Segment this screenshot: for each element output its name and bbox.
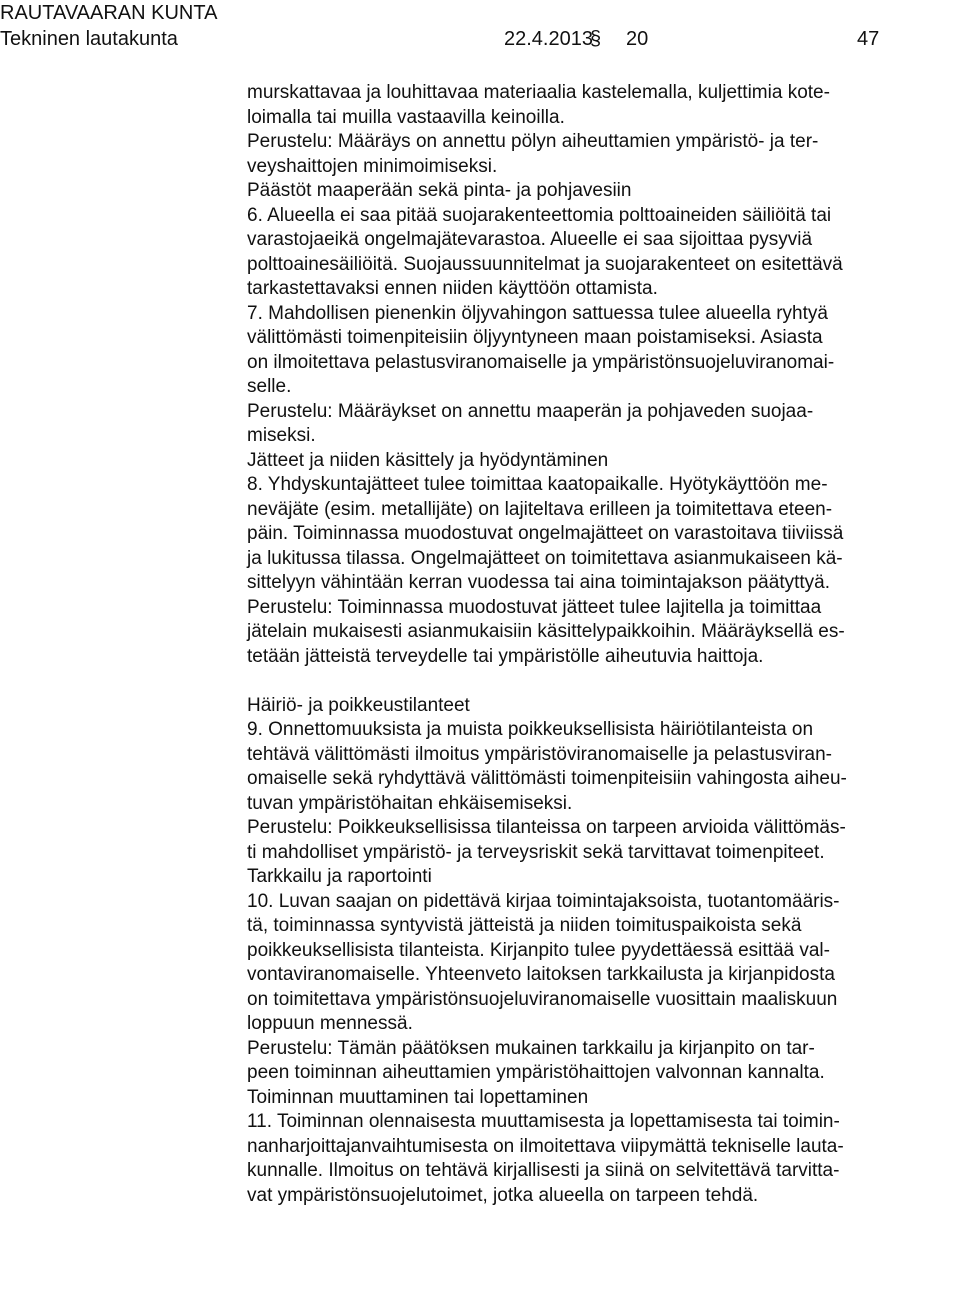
section-number: 20 xyxy=(626,28,649,50)
section-heading: Päästöt maaperään sekä pinta- ja pohjavesiin xyxy=(247,180,632,201)
document-body xyxy=(247,81,959,1208)
body-line: tarkastettavaksi ennen niiden käyttöön ottamista. xyxy=(247,278,658,299)
body-line: 11. Toiminnan olennaisesta muuttamisesta ja lopettamisesta tai toimin- xyxy=(247,1111,840,1132)
body-line: varastojaeikä ongelmajätevarastoa. Alueelle ei saa sijoittaa pysyviä xyxy=(247,229,813,250)
body-line: Perustelu: Toiminnassa muodostuvat jätteet tulee lajitella ja toimittaa xyxy=(247,596,822,618)
section-heading: Jätteet ja niiden käsittely ja hyödyntäminen xyxy=(247,449,609,471)
organization-name: RAUTAVAARAN KUNTA xyxy=(0,2,218,24)
body-line: tä, toiminnassa syntyvistä jätteistä ja niiden toimituspaikoista sekä xyxy=(247,915,802,936)
body-line: 10. Luvan saajan on pidettävä kirjaa toimintajaksoista, tuotantomääris- xyxy=(247,890,840,912)
section-heading: Häiriö- ja poikkeustilanteet xyxy=(247,694,470,716)
section-heading: Toiminnan muuttaminen tai lopettaminen xyxy=(247,1086,589,1108)
body-line: polttoainesäiliöitä. Suojaussuunnitelmat ja suojarakenteet on esitettävä xyxy=(247,253,843,275)
body-line: 9. Onnettomuuksista ja muista poikkeuksellisista häiriötilanteista on xyxy=(247,719,814,740)
body-line: tuvan ympäristöhaitan ehkäisemiseksi. xyxy=(247,792,573,814)
body-line: nanharjoittajanvaihtumisesta on ilmoitettava viipymättä tekniselle lauta- xyxy=(247,1135,844,1157)
page-number: 47 xyxy=(857,28,880,50)
meeting-date: 22.4.2013 xyxy=(504,28,593,50)
body-line: peen toiminnan aiheuttamien ympäristöhaittojen valvonnan kannalta. xyxy=(247,1062,825,1083)
body-line: 6. Alueella ei saa pitää suojarakenteettomia polttoaineiden säiliöitä tai xyxy=(247,204,832,226)
body-line: 7. Mahdollisen pienenkin öljyvahingon sattuessa tulee alueella ryhtyä xyxy=(247,302,828,324)
department-name: Tekninen lautakunta xyxy=(0,28,178,50)
body-line: Perustelu: Poikkeuksellisissa tilanteissa on tarpeen arvioida välittömäs- xyxy=(247,817,846,838)
body-line: Perustelu: Määräykset on annettu maaperän ja pohjaveden suojaa- xyxy=(247,400,814,422)
header-meta-row xyxy=(0,26,960,52)
blank-line xyxy=(247,669,959,694)
body-line: tetään jätteistä terveydelle tai ympäristölle aiheutuvia haittoja. xyxy=(247,645,764,667)
body-line: päin. Toiminnassa muodostuvat ongelmajätteet on varastoitava tiiviissä xyxy=(247,523,844,544)
body-line: on toimitettava ympäristönsuojeluviranomaiselle vuosittain maaliskuun xyxy=(247,988,838,1010)
body-line: ja lukitussa tilassa. Ongelmajätteet on toimitettava asianmukaiseen kä- xyxy=(247,547,843,569)
body-line: kunnalle. Ilmoitus on tehtävä kirjallisesti ja siinä on selvitettävä tarvitta- xyxy=(247,1160,840,1181)
body-line: Perustelu: Tämän päätöksen mukainen tarkkailu ja kirjanpito on tar- xyxy=(247,1037,815,1059)
body-line: poikkeuksellisista tilanteista. Kirjanpito tulee pyydettäessä esittää val- xyxy=(247,939,830,961)
body-line: Perustelu: Määräys on annettu pölyn aiheuttamien ympäristö- ja ter- xyxy=(247,131,819,152)
body-line: miseksi. xyxy=(247,425,316,446)
body-line: vat ympäristönsuojelutoimet, jotka alueella on tarpeen tehdä. xyxy=(247,1184,759,1206)
body-line: tehtävä välittömästi ilmoitus ympäristöviranomaiselle ja pelastusviran- xyxy=(247,743,833,765)
body-line: on ilmoitettava pelastusviranomaiselle ja ympäristönsuojeluviranomai- xyxy=(247,351,835,373)
document-header xyxy=(0,0,960,52)
body-line: loimalla tai muilla vastaavilla keinoilla. xyxy=(247,106,565,128)
body-line: neväjäte (esim. metallijäte) on lajiteltava erilleen ja toimitettava eteen- xyxy=(247,498,833,520)
body-line: välittömästi toimenpiteisiin öljyyntyneen maan poistamiseksi. Asiasta xyxy=(247,327,823,348)
body-line: ti mahdolliset ympäristö- ja terveysriskit sekä tarvittavat toimenpiteet. xyxy=(247,841,825,863)
body-line: jätelain mukaisesti asianmukaisiin käsittelypaikkoihin. Määräyksellä es- xyxy=(247,621,845,642)
section-heading: Tarkkailu ja raportointi xyxy=(247,866,432,887)
body-line: murskattavaa ja louhittavaa materiaalia kastelemalla, kuljettimia kote- xyxy=(247,82,830,103)
body-line: loppuun mennessä. xyxy=(247,1013,413,1034)
body-line: selle. xyxy=(247,376,292,397)
body-line: omaiselle sekä ryhdyttävä välittömästi toimenpiteisiin vahingosta aiheu- xyxy=(247,768,847,789)
body-line: vontaviranomaiselle. Yhteenveto laitoksen tarkkailusta ja kirjanpidosta xyxy=(247,964,835,985)
body-line: 8. Yhdyskuntajätteet tulee toimittaa kaatopaikalle. Hyötykäyttöön me- xyxy=(247,474,828,495)
section-mark: § xyxy=(590,28,602,50)
body-line: veyshaittojen minimoimiseksi. xyxy=(247,155,498,177)
body-line: sittelyyn vähintään kerran vuodessa tai aina toimintajakson päätyttyä. xyxy=(247,572,830,593)
